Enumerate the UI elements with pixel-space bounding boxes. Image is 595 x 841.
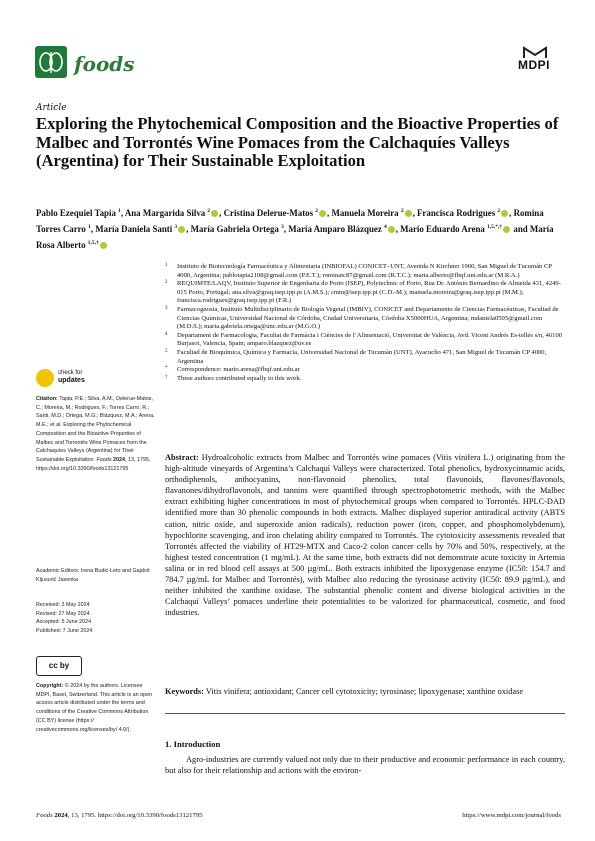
- orcid-icon[interactable]: [501, 210, 508, 217]
- affiliation-number: 5: [165, 348, 168, 354]
- author-affiliation-sup: 4: [383, 223, 387, 230]
- citation-block: [36, 395, 156, 473]
- check-updates-badge[interactable]: [36, 369, 156, 389]
- affiliation-text: REQUIMTE/LAQV, Instituto Superior de Engenharia do Porto (ISEP), Polytechnic of Porto, Rua Dr. António Bernardino de Almeida 431, 4249-015 Porto, Portugal; ana.silva@graq.isep.ipp.pt (A.M.S.); cmm@isep.ipp.pt (C.D.-M.); manuela.moreira@graq.isep.ipp.pt (M.M.); francisca.rodrigues@graq.isep.ipp.pt (F.R.): [177, 280, 561, 305]
- author-affiliation-sup: 1,5,*,†: [487, 223, 503, 230]
- affiliation-number: 2: [165, 280, 168, 286]
- orcid-icon[interactable]: [100, 242, 107, 249]
- copyright-label: Copyright:: [36, 683, 64, 689]
- accepted-date: Accepted: 5 June 2024: [36, 619, 92, 626]
- abstract-label: Abstract:: [165, 453, 199, 462]
- affiliation-text: Instituto de Biotecnología Farmacéutica y Alimentaria (INBIOFAL) CONICET–UNT, Avenida N Kirchner 1900, San Miguel de Tucumán CP 4000, Argentina; pablotapia2108@gmail.com (P.E.T.); rominatc87@gmail.com (R.T.C.); maria.alberto@fbqf.unt.edu.ar (M.R.A.): [177, 263, 552, 279]
- divider: [165, 713, 565, 714]
- copyright-block: [36, 682, 156, 734]
- footer-journal-url[interactable]: https://www.mdpi.com/journal/foods: [462, 812, 561, 819]
- author-affiliation-sup: 2: [207, 208, 211, 214]
- abstract: [165, 452, 565, 618]
- author-name[interactable]: María Amparo Blázquez $^4$: [288, 223, 387, 234]
- article-type: Article: [36, 103, 67, 113]
- footer-citation: [36, 812, 203, 819]
- author-name[interactable]: Francisca Rodrigues $^2$: [417, 207, 501, 218]
- keywords: [165, 686, 565, 697]
- affiliation-number: 3: [165, 305, 168, 311]
- author-name[interactable]: María Gabriela Ortega $^3$: [190, 223, 284, 234]
- author-affiliation-sup: 1,5,†: [87, 239, 99, 246]
- affiliation-number: 1: [165, 263, 168, 268]
- affiliation-item: [165, 375, 565, 384]
- keywords-label: Keywords:: [165, 687, 204, 696]
- intro-paragraph: Agro-industries are currently valued not only due to their productive and economic performance in each country, but also for their relationship and actions with the environ-: [165, 755, 565, 776]
- affiliation-text: Facultad de Bioquímica, Química y Farmacia, Universidad Nacional de Tucumán (UNT), Ayacucho 471, San Miguel de Tucumán CP 4000, Argentina: [177, 348, 547, 365]
- author-name[interactable]: Cristina Delerue-Matos $^2$: [223, 207, 319, 218]
- citation-text: Tapia, P.E.; Silva, A.M.; Delerue-Matos, C.; Moreira, M.; Rodrigues, F.; Torres Carro, R.; Santi, M.D.; Ortega, M.G.; Blázquez, M.A.; Arena, M.E.; et al. Exploring the Phytochemical Composition and the Bioactive Properties of Malbec and Torrontés Wine Pomaces from the Calchaquíes Valleys (Argentina) for Their Sustainable Exploitation.: [36, 396, 155, 463]
- affiliation-number: 4: [165, 331, 168, 337]
- section-heading: 1. Introduction: [165, 739, 221, 749]
- author-affiliation-sup: 1: [88, 223, 91, 230]
- article-title: Exploring the Phytochemical Composition and the Bioactive Properties of Malbec and Torrontés Wine Pomaces from the Calchaquíes Valleys (Argentina) for Their Sustainable Exploitation: [36, 114, 559, 170]
- orcid-icon[interactable]: [211, 210, 218, 217]
- cc-by-license-icon[interactable]: cc by: [36, 656, 82, 676]
- affiliation-item: [165, 280, 565, 306]
- footer-year: 2024: [54, 812, 68, 819]
- journal-name[interactable]: foods: [74, 52, 135, 76]
- author-affiliation-sup: 3: [174, 223, 178, 230]
- orcid-icon[interactable]: [503, 226, 510, 233]
- affiliation-item: [165, 349, 565, 366]
- author-affiliation-sup: 1: [118, 208, 121, 214]
- author-affiliation-sup: 3: [281, 223, 284, 230]
- leaf-icon: [35, 46, 67, 78]
- author-affiliation-sup: 2: [497, 208, 501, 214]
- check-updates-line2: updates: [58, 377, 85, 384]
- author-name[interactable]: Mario Eduardo Arena $^{1,5,*,\dagger}$: [400, 223, 503, 234]
- author-list: Pablo Ezequiel Tapia $^1$, Ana Margarida Silva $^2$ , Cristina Delerue-Matos $^2$ , Manuela Moreira $^2$ , Francisca Rodrigues $^2$ , Romina Torres Carro $^1$, María Daniela Santi $^3$ , María Gabriela Ortega $^3$, María Amparo Blázquez $^4$ , Mario Eduardo Arena $^{1,5,*,\dagger}$ and María Rosa Alberto $^{1,5,\dagger}$: [36, 207, 554, 250]
- author-name[interactable]: and María Rosa Alberto $^{1,5,\dagger}$: [36, 223, 554, 250]
- author-name[interactable]: Ana Margarida Silva $^2$: [124, 207, 211, 218]
- revised-date: Revised: 27 May 2024: [36, 610, 90, 617]
- orcid-icon[interactable]: [405, 210, 412, 217]
- author-name[interactable]: Manuela Moreira $^2$: [331, 207, 404, 218]
- publisher-logo[interactable]: MDPI: [518, 58, 550, 72]
- check-updates-icon: [36, 369, 54, 387]
- journal-logo: [35, 46, 67, 78]
- footer-doi[interactable]: , 13, 1795. https://doi.org/10.3390/foods13121795: [67, 812, 203, 819]
- orcid-icon[interactable]: [388, 226, 395, 233]
- author-name[interactable]: Pablo Ezequiel Tapia $^1$: [36, 207, 121, 218]
- citation-journal: Foods: [96, 456, 112, 463]
- author-name[interactable]: Romina Torres Carro $^1$: [36, 207, 544, 234]
- orcid-icon[interactable]: [178, 226, 185, 233]
- author-affiliation-sup: 2: [315, 208, 319, 214]
- affiliation-item: [165, 263, 565, 280]
- affiliation-text: Correspondence: mario.arena@fbqf.unt.edu.ar: [177, 366, 300, 374]
- check-updates-line1: check for: [58, 370, 83, 376]
- citation-rest[interactable]: , 13, 1795. https://doi.org/10.3390/foods13121795: [36, 456, 151, 472]
- received-date: Received: 3 May 2024: [36, 602, 90, 608]
- copyright-text: © 2024 by the authors. Licensee MDPI, Basel, Switzerland. This article is an open access article distributed under the terms and conditions of the Creative Commons Attribution (CC BY) license (https:// creativecommons.org/licenses/by/ 4.0/).: [36, 683, 153, 733]
- affiliations: [165, 263, 565, 383]
- dates-block: [36, 601, 156, 636]
- affiliation-item: [165, 332, 565, 349]
- footer-journal: Foods: [36, 812, 53, 819]
- author-affiliation-sup: 2: [400, 208, 404, 214]
- author-name[interactable]: María Daniela Santi $^3$: [95, 223, 178, 234]
- keywords-text: Vitis vinifera; antioxidant; Cancer cell cytotoxicity; tyrosinase; lipoxygenase; xanthine oxidase: [205, 687, 524, 696]
- affiliation-text: These authors contributed equally to this work.: [177, 374, 302, 382]
- affiliation-text: Farmacognosia, Instituto Multidisciplinario de Biología Vegetal (IMBIV), CONICET and Departamento de Ciencias Farmacéuticas, Facultad de Ciencias Químicas, Universidad Nacional de Córdoba, Ciudad Universitaria, Córdoba X5000HUA, Argentina; mdaniela0505@gmail.com (M.D.S.); maria.gabriela.ortega@unc.edu.ar (M.G.O.): [177, 305, 559, 331]
- affiliation-item: [165, 306, 565, 332]
- affiliation-item: [165, 366, 565, 375]
- abstract-text: Hydroalcoholic extracts from Malbec and Torrontés wine pomaces (Vitis vinifera L.) originating from the high-altitude vineyards of Argentina’s Calchaquí Valleys were characterized. Total phenolics, hydroxycinnamic acids, orthodiphenols, anthocyanins, non-flavonoid phenolics, total flavonoids, flavones/flavonols, flavanones/dihydroflavonols, and tannins were quantified through spectrophotometric methods, with the Malbec extract exhibiting higher concentrations in most of phytochemical groups when compared to Torrontés. HPLC-DAD identified more than 30 phenolic compounds in both extracts. Malbec displayed superior antiradical activity (ABTS cation, nitric oxide, and superoxide anion radicals), reduction power (iron, copper, and phosphomolybdenum), hypochlorite scavenging, and iron chelating ability compared to Torrontés. The cytotoxicity assessments revealed that Torrontés affected the viability of HT29-MTX and Caco-2 colon cancer cells by 70% and 50%, respectively, at the highest tested concentration (1 mg/mL). At the same time, both extracts did not demonstrate acute toxicity in Artemia salina or in red blood cell assays at 500 µg/mL. Both extracts inhibited the lipoxygenase enzyme (IC50: 154.7 and 784.7 µg/mL for Malbec and Torrontés), with Malbec also reducing the tyrosinase activity (IC50: 89.9 µg/mL), and neither inhibited the xanthine oxidase. The substantial phenolic content and diverse biological activities in the Calchaquí Valleys’ pomaces underline their potentialities to be valorized for pharmaceutical, cosmetic, and food industries.: [165, 453, 566, 618]
- citation-year: 2024: [113, 456, 126, 463]
- editors-block: [36, 567, 156, 584]
- academic-editors: Academic Editors: Irena Budić-Leto and Gajdoš Kljusurić Jasenka: [36, 568, 150, 583]
- citation-label: Citation:: [36, 396, 58, 402]
- affiliation-number: *: [165, 366, 168, 372]
- orcid-icon[interactable]: [319, 210, 326, 217]
- affiliation-number: †: [165, 374, 168, 380]
- published-date: Published: 7 June 2024: [36, 628, 93, 635]
- affiliation-text: Departament de Farmacologia, Facultat de Farmàcia i Ciències de l’Alimentació, Universitat de València, Avd. Vicent Andrés Es-tellés s/n, 46100 Burjasot, Valencia, Spain; amparo.blazquez@uv.es: [177, 331, 563, 348]
- mdpi-logo-mark: [522, 44, 548, 57]
